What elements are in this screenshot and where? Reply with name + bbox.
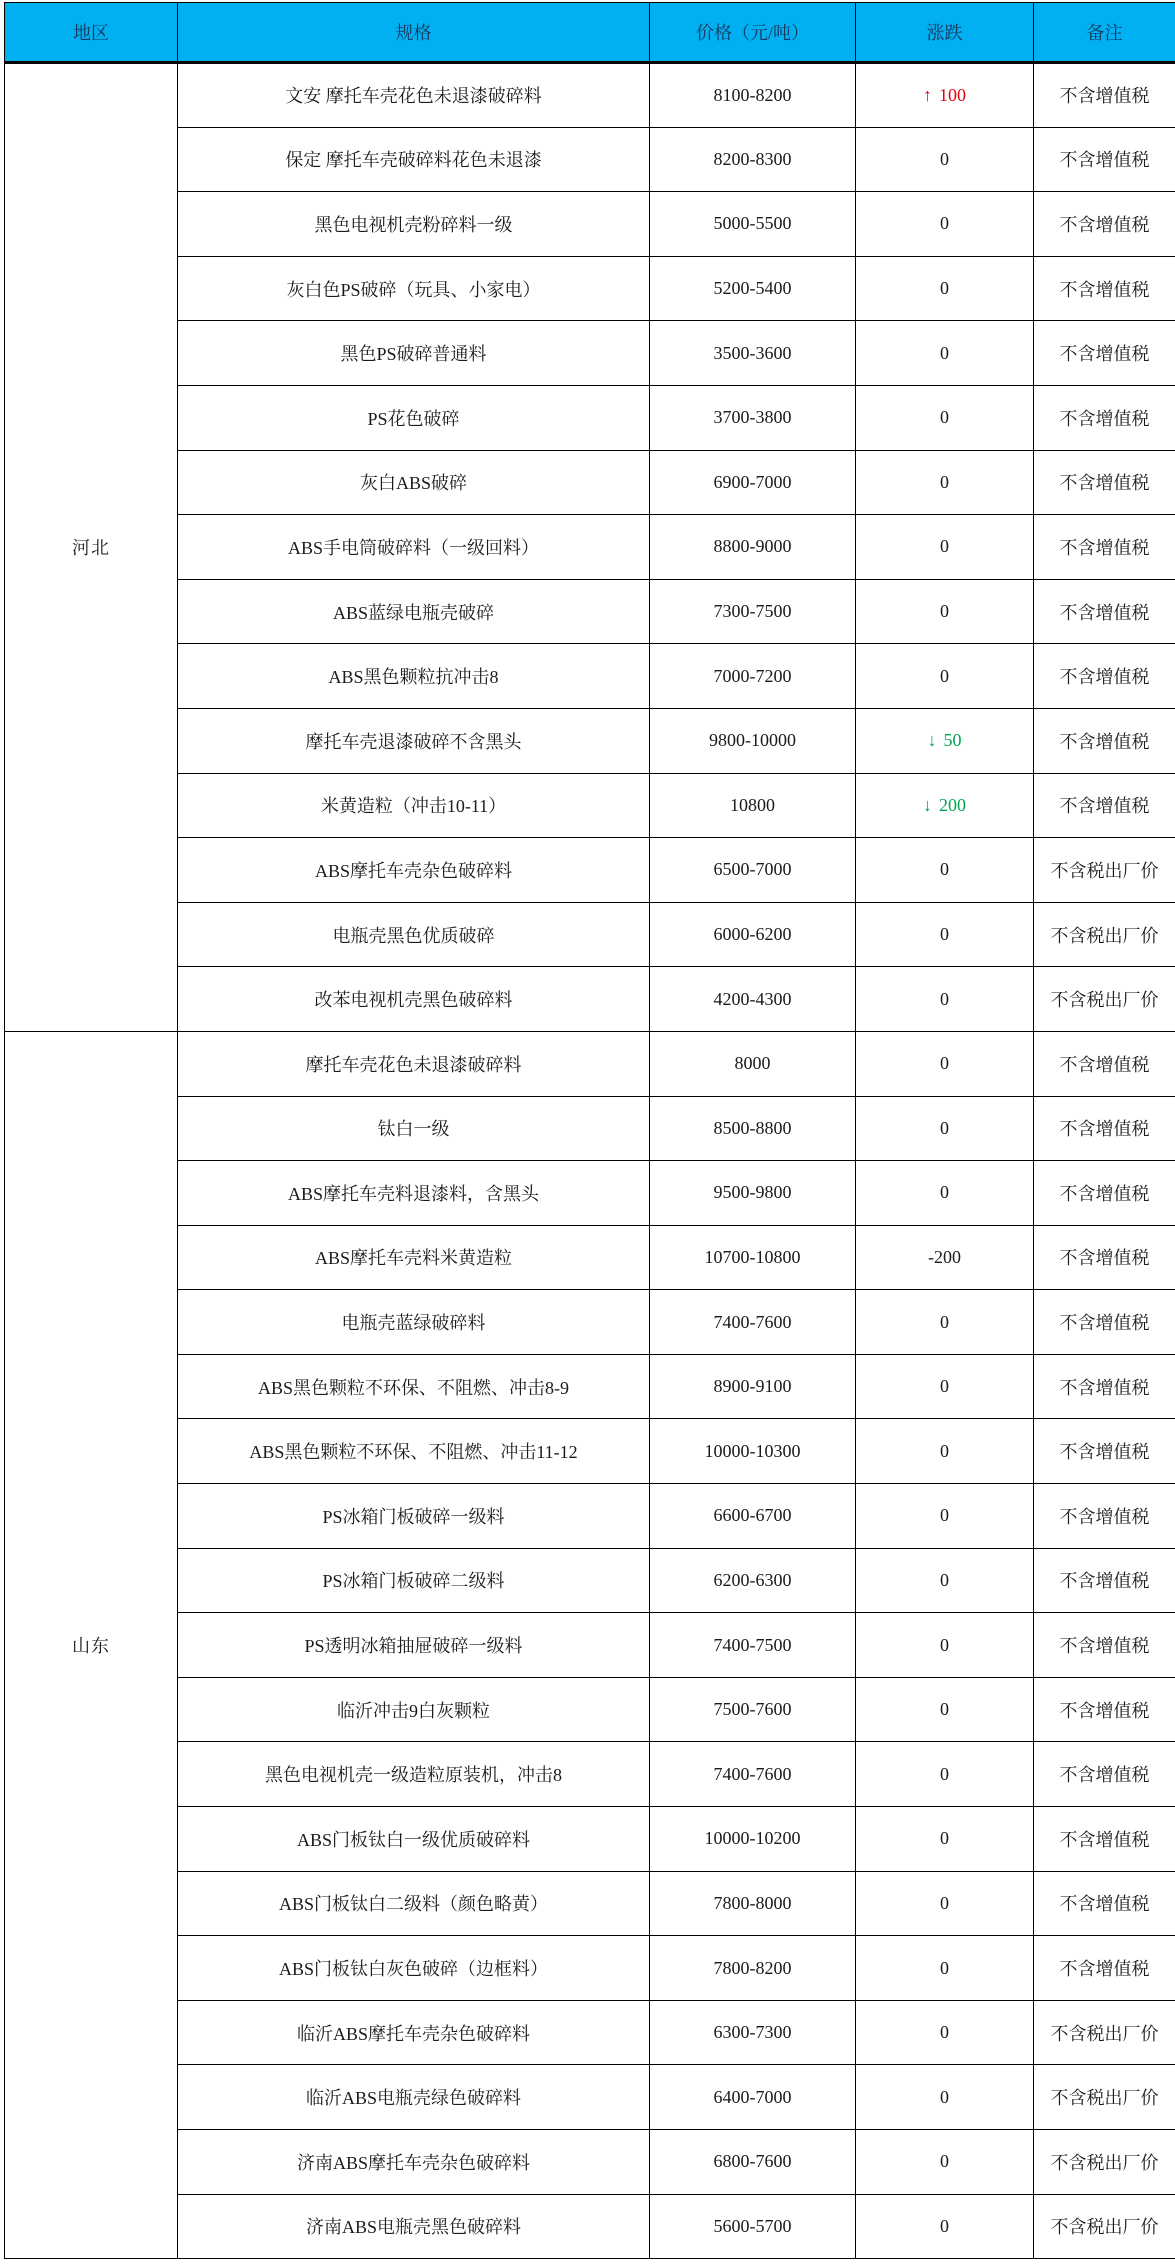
change-cell: 0 xyxy=(856,902,1034,967)
column-header-change: 涨跌 xyxy=(856,3,1034,63)
table-row xyxy=(5,644,1175,709)
price-cell: 6400-7000 xyxy=(650,2065,856,2130)
note-cell: 不含增值税 xyxy=(1034,1031,1175,1096)
table-row xyxy=(5,1290,1175,1355)
note-cell: 不含增值税 xyxy=(1034,1419,1175,1484)
change-cell: 0 xyxy=(856,1548,1034,1613)
change-cell xyxy=(856,708,1034,773)
table-row xyxy=(5,902,1175,967)
price-cell: 8900-9100 xyxy=(650,1354,856,1419)
spec-cell: 临沂ABS摩托车壳杂色破碎料 xyxy=(178,2000,650,2065)
note-cell: 不含增值税 xyxy=(1034,256,1175,321)
change-cell: 0 xyxy=(856,256,1034,321)
spec-cell: ABS手电筒破碎料（一级回料） xyxy=(178,515,650,580)
change-cell: 0 xyxy=(856,321,1034,386)
table-row xyxy=(5,1742,1175,1807)
change-cell: 0 xyxy=(856,838,1034,903)
change-cell: 0 xyxy=(856,127,1034,192)
note-cell: 不含增值税 xyxy=(1034,1225,1175,1290)
spec-cell: ABS摩托车壳杂色破碎料 xyxy=(178,838,650,903)
price-cell: 8200-8300 xyxy=(650,127,856,192)
spec-cell: 文安 摩托车壳花色未退漆破碎料 xyxy=(178,63,650,128)
table-row xyxy=(5,2000,1175,2065)
table-row xyxy=(5,192,1175,257)
note-cell: 不含增值税 xyxy=(1034,1354,1175,1419)
price-cell: 10000-10200 xyxy=(650,1807,856,1872)
change-cell: 0 xyxy=(856,1161,1034,1226)
spec-cell: ABS门板钛白灰色破碎（边框料） xyxy=(178,1936,650,2001)
region-cell: 河北 xyxy=(5,63,178,1032)
change-value: 50 xyxy=(943,730,962,751)
price-cell: 7400-7500 xyxy=(650,1613,856,1678)
change-cell xyxy=(856,63,1034,128)
table-row xyxy=(5,1419,1175,1484)
spec-cell: 电瓶壳黑色优质破碎 xyxy=(178,902,650,967)
change-cell: 0 xyxy=(856,1807,1034,1872)
note-cell: 不含税出厂价 xyxy=(1034,838,1175,903)
note-cell: 不含税出厂价 xyxy=(1034,2194,1175,2259)
change-cell: -200 xyxy=(856,1225,1034,1290)
spec-cell: 济南ABS摩托车壳杂色破碎料 xyxy=(178,2130,650,2195)
note-cell: 不含增值税 xyxy=(1034,385,1175,450)
table-row xyxy=(5,708,1175,773)
note-cell: 不含增值税 xyxy=(1034,1290,1175,1355)
table-row xyxy=(5,2130,1175,2195)
spec-cell: 黑色电视机壳一级造粒原装机，冲击8 xyxy=(178,1742,650,1807)
price-cell: 6200-6300 xyxy=(650,1548,856,1613)
table-row xyxy=(5,1871,1175,1936)
spec-cell: ABS摩托车壳料米黄造粒 xyxy=(178,1225,650,1290)
note-cell: 不含税出厂价 xyxy=(1034,902,1175,967)
price-cell: 7800-8000 xyxy=(650,1871,856,1936)
down-arrow-icon: ↓ xyxy=(923,794,932,815)
price-table xyxy=(4,2,1175,2259)
region-cell: 山东 xyxy=(5,1031,178,2258)
spec-cell: 保定 摩托车壳破碎料花色未退漆 xyxy=(178,127,650,192)
spec-cell: 济南ABS电瓶壳黑色破碎料 xyxy=(178,2194,650,2259)
spec-cell: 改苯电视机壳黑色破碎料 xyxy=(178,967,650,1032)
price-cell: 7000-7200 xyxy=(650,644,856,709)
note-cell: 不含税出厂价 xyxy=(1034,2000,1175,2065)
table-row xyxy=(5,579,1175,644)
spec-cell: 灰白ABS破碎 xyxy=(178,450,650,515)
table-row xyxy=(5,1677,1175,1742)
spec-cell: 临沂冲击9白灰颗粒 xyxy=(178,1677,650,1742)
spec-cell: 电瓶壳蓝绿破碎料 xyxy=(178,1290,650,1355)
down-arrow-icon: ↓ xyxy=(927,730,937,751)
change-cell: 0 xyxy=(856,2130,1034,2195)
change-cell: 0 xyxy=(856,579,1034,644)
change-value: 100 xyxy=(939,84,966,105)
note-cell: 不含增值税 xyxy=(1034,450,1175,515)
note-cell: 不含增值税 xyxy=(1034,1742,1175,1807)
spec-cell: PS冰箱门板破碎一级料 xyxy=(178,1484,650,1549)
change-cell: 0 xyxy=(856,1354,1034,1419)
price-cell: 5000-5500 xyxy=(650,192,856,257)
note-cell: 不含增值税 xyxy=(1034,63,1175,128)
column-header-spec: 规格 xyxy=(178,3,650,63)
change-cell: 0 xyxy=(856,967,1034,1032)
price-cell: 7400-7600 xyxy=(650,1742,856,1807)
note-cell: 不含增值税 xyxy=(1034,773,1175,838)
table-row xyxy=(5,1031,1175,1096)
note-cell: 不含增值税 xyxy=(1034,1677,1175,1742)
price-cell: 4200-4300 xyxy=(650,967,856,1032)
price-cell: 6000-6200 xyxy=(650,902,856,967)
note-cell: 不含税出厂价 xyxy=(1034,967,1175,1032)
price-cell: 6300-7300 xyxy=(650,2000,856,2065)
spec-cell: 摩托车壳花色未退漆破碎料 xyxy=(178,1031,650,1096)
up-arrow-icon: ↑ xyxy=(923,84,932,105)
spec-cell: 灰白色PS破碎（玩具、小家电） xyxy=(178,256,650,321)
column-header-price: 价格（元/吨） xyxy=(650,3,856,63)
spec-cell: 米黄造粒（冲击10-11） xyxy=(178,773,650,838)
table-row xyxy=(5,63,1175,128)
spec-cell: 摩托车壳退漆破碎不含黑头 xyxy=(178,708,650,773)
change-cell: 0 xyxy=(856,1677,1034,1742)
change-cell: 0 xyxy=(856,192,1034,257)
change-cell: 0 xyxy=(856,385,1034,450)
spec-cell: ABS黑色颗粒抗冲击8 xyxy=(178,644,650,709)
price-cell: 10000-10300 xyxy=(650,1419,856,1484)
spec-cell: PS花色破碎 xyxy=(178,385,650,450)
note-cell: 不含增值税 xyxy=(1034,127,1175,192)
spec-cell: 临沂ABS电瓶壳绿色破碎料 xyxy=(178,2065,650,2130)
price-cell: 9800-10000 xyxy=(650,708,856,773)
change-cell xyxy=(856,773,1034,838)
change-cell: 0 xyxy=(856,2000,1034,2065)
price-cell: 10700-10800 xyxy=(650,1225,856,1290)
table-row xyxy=(5,321,1175,386)
note-cell: 不含增值税 xyxy=(1034,1096,1175,1161)
spec-cell: ABS黑色颗粒不环保、不阻燃、冲击8-9 xyxy=(178,1354,650,1419)
header-row xyxy=(5,3,1175,63)
note-cell: 不含增值税 xyxy=(1034,1613,1175,1678)
price-cell: 8000 xyxy=(650,1031,856,1096)
table-row xyxy=(5,1225,1175,1290)
table-row xyxy=(5,1161,1175,1226)
column-header-note: 备注 xyxy=(1034,3,1175,63)
table-row xyxy=(5,838,1175,903)
price-cell: 10800 xyxy=(650,773,856,838)
note-cell: 不含增值税 xyxy=(1034,1807,1175,1872)
note-cell: 不含增值税 xyxy=(1034,321,1175,386)
spec-cell: 黑色PS破碎普通料 xyxy=(178,321,650,386)
table-row xyxy=(5,1936,1175,2001)
spec-cell: ABS黑色颗粒不环保、不阻燃、冲击11-12 xyxy=(178,1419,650,1484)
change-cell: 0 xyxy=(856,1096,1034,1161)
change-cell: 0 xyxy=(856,1871,1034,1936)
price-cell: 7800-8200 xyxy=(650,1936,856,2001)
price-cell: 6600-6700 xyxy=(650,1484,856,1549)
price-table-body xyxy=(5,63,1175,2259)
note-cell: 不含增值税 xyxy=(1034,1936,1175,2001)
change-cell: 0 xyxy=(856,2194,1034,2259)
note-cell: 不含增值税 xyxy=(1034,1484,1175,1549)
table-row xyxy=(5,1096,1175,1161)
table-row xyxy=(5,1613,1175,1678)
column-header-region: 地区 xyxy=(5,3,178,63)
price-cell: 7300-7500 xyxy=(650,579,856,644)
note-cell: 不含增值税 xyxy=(1034,579,1175,644)
change-cell: 0 xyxy=(856,450,1034,515)
change-cell: 0 xyxy=(856,1484,1034,1549)
spec-cell: ABS门板钛白二级料（颜色略黄） xyxy=(178,1871,650,1936)
table-row xyxy=(5,1484,1175,1549)
spec-cell: PS冰箱门板破碎二级料 xyxy=(178,1548,650,1613)
table-row xyxy=(5,967,1175,1032)
note-cell: 不含增值税 xyxy=(1034,515,1175,580)
note-cell: 不含增值税 xyxy=(1034,1871,1175,1936)
change-cell: 0 xyxy=(856,1613,1034,1678)
table-row xyxy=(5,773,1175,838)
note-cell: 不含增值税 xyxy=(1034,192,1175,257)
price-cell: 8500-8800 xyxy=(650,1096,856,1161)
table-row xyxy=(5,127,1175,192)
price-cell: 5200-5400 xyxy=(650,256,856,321)
change-cell: 0 xyxy=(856,1742,1034,1807)
spec-cell: ABS蓝绿电瓶壳破碎 xyxy=(178,579,650,644)
change-cell: 0 xyxy=(856,1419,1034,1484)
note-cell: 不含税出厂价 xyxy=(1034,2130,1175,2195)
table-row xyxy=(5,385,1175,450)
note-cell: 不含增值税 xyxy=(1034,708,1175,773)
price-cell: 6500-7000 xyxy=(650,838,856,903)
price-cell: 7400-7600 xyxy=(650,1290,856,1355)
spec-cell: ABS摩托车壳料退漆料，含黑头 xyxy=(178,1161,650,1226)
change-cell: 0 xyxy=(856,1936,1034,2001)
table-row xyxy=(5,515,1175,580)
price-cell: 6900-7000 xyxy=(650,450,856,515)
change-cell: 0 xyxy=(856,2065,1034,2130)
spec-cell: ABS门板钛白一级优质破碎料 xyxy=(178,1807,650,1872)
table-row xyxy=(5,2194,1175,2259)
price-cell: 3500-3600 xyxy=(650,321,856,386)
price-cell: 8100-8200 xyxy=(650,63,856,128)
change-cell: 0 xyxy=(856,644,1034,709)
note-cell: 不含增值税 xyxy=(1034,644,1175,709)
price-cell: 3700-3800 xyxy=(650,385,856,450)
change-value: 200 xyxy=(939,794,966,815)
price-cell: 7500-7600 xyxy=(650,1677,856,1742)
change-cell: 0 xyxy=(856,1031,1034,1096)
table-row xyxy=(5,1354,1175,1419)
table-row xyxy=(5,1807,1175,1872)
note-cell: 不含税出厂价 xyxy=(1034,2065,1175,2130)
table-row xyxy=(5,450,1175,515)
spec-cell: 黑色电视机壳粉碎料一级 xyxy=(178,192,650,257)
table-row xyxy=(5,256,1175,321)
table-row xyxy=(5,1548,1175,1613)
change-cell: 0 xyxy=(856,515,1034,580)
note-cell: 不含增值税 xyxy=(1034,1161,1175,1226)
note-cell: 不含增值税 xyxy=(1034,1548,1175,1613)
price-cell: 8800-9000 xyxy=(650,515,856,580)
price-cell: 5600-5700 xyxy=(650,2194,856,2259)
price-cell: 9500-9800 xyxy=(650,1161,856,1226)
table-row xyxy=(5,2065,1175,2130)
spec-cell: PS透明冰箱抽屉破碎一级料 xyxy=(178,1613,650,1678)
change-cell: 0 xyxy=(856,1290,1034,1355)
spec-cell: 钛白一级 xyxy=(178,1096,650,1161)
price-cell: 6800-7600 xyxy=(650,2130,856,2195)
